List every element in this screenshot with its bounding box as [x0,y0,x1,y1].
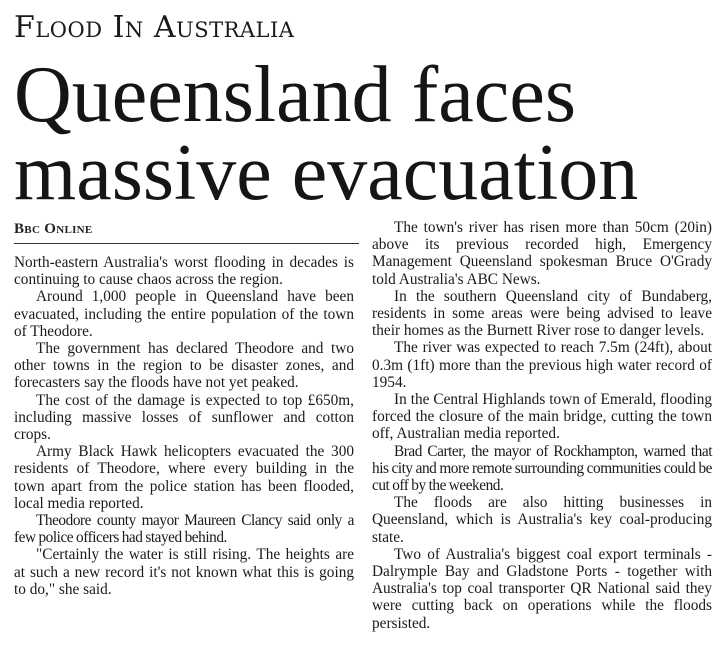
paragraph: The town's river has risen more than 50cm (20in) above its previous recorded high, Emergency Management Queensland spokesman Bruce O'Grady told Australia's ABC News. [372,219,712,288]
paragraph: Around 1,000 people in Queensland have been evacuated, including the entire population of the town of Theodore. [14,288,354,340]
paragraph: The floods are also hitting businesses in Queensland, which is Australia's key coal-producing state. [372,494,712,546]
paragraph: The government has declared Theodore and two other towns in the region to be disaster zones, and forecasters say the floods have not yet peaked. [14,340,354,392]
paragraph: The river was expected to reach 7.5m (24ft), about 0.3m (1ft) more than the previous high water record of 1954. [372,339,712,391]
byline-divider [14,243,359,244]
paragraph: In the southern Queensland city of Bundaberg, residents in some areas were being advised to leave their homes as the Burnett River rose to danger levels. [372,287,712,340]
left-column [14,254,354,598]
section-kicker: Flood In Australia [14,10,295,45]
paragraph: "Certainly the water is still rising. The heights are at such a new record it's not known what this is going to do," she said. [14,546,354,598]
headline [14,51,714,217]
paragraph: The cost of the damage is expected to top £650m, including massive losses of sunflower and cotton crops. [14,391,354,444]
byline: Bbc Online [14,221,93,237]
paragraph: Theodore county mayor Maureen Clancy said only a few police officers had stayed behind. [14,512,354,547]
right-column [372,219,712,632]
headline-line-2: massive evacuation [14,129,639,217]
headline-line-1: Queensland faces [14,51,576,139]
paragraph: Brad Carter, the mayor of Rockhampton, warned that his city and more remote surrounding communities could be cut off by the weekend. [372,442,712,495]
paragraph: North-eastern Australia's worst flooding in decades is continuing to cause chaos across the region. [14,254,354,289]
paragraph: In the Central Highlands town of Emerald, flooding forced the closure of the main bridge, cutting the town off, Australian media reported. [372,391,712,443]
paragraph: Army Black Hawk helicopters evacuated the 300 residents of Theodore, where every building in the town apart from the police station has been flooded, local media reported. [14,443,354,512]
paragraph: Two of Australia's biggest coal export terminals - Dalrymple Bay and Gladstone Ports - together with Australia's top coal transporter QR National said they were cutting back on operations while the floods persisted. [372,545,712,632]
